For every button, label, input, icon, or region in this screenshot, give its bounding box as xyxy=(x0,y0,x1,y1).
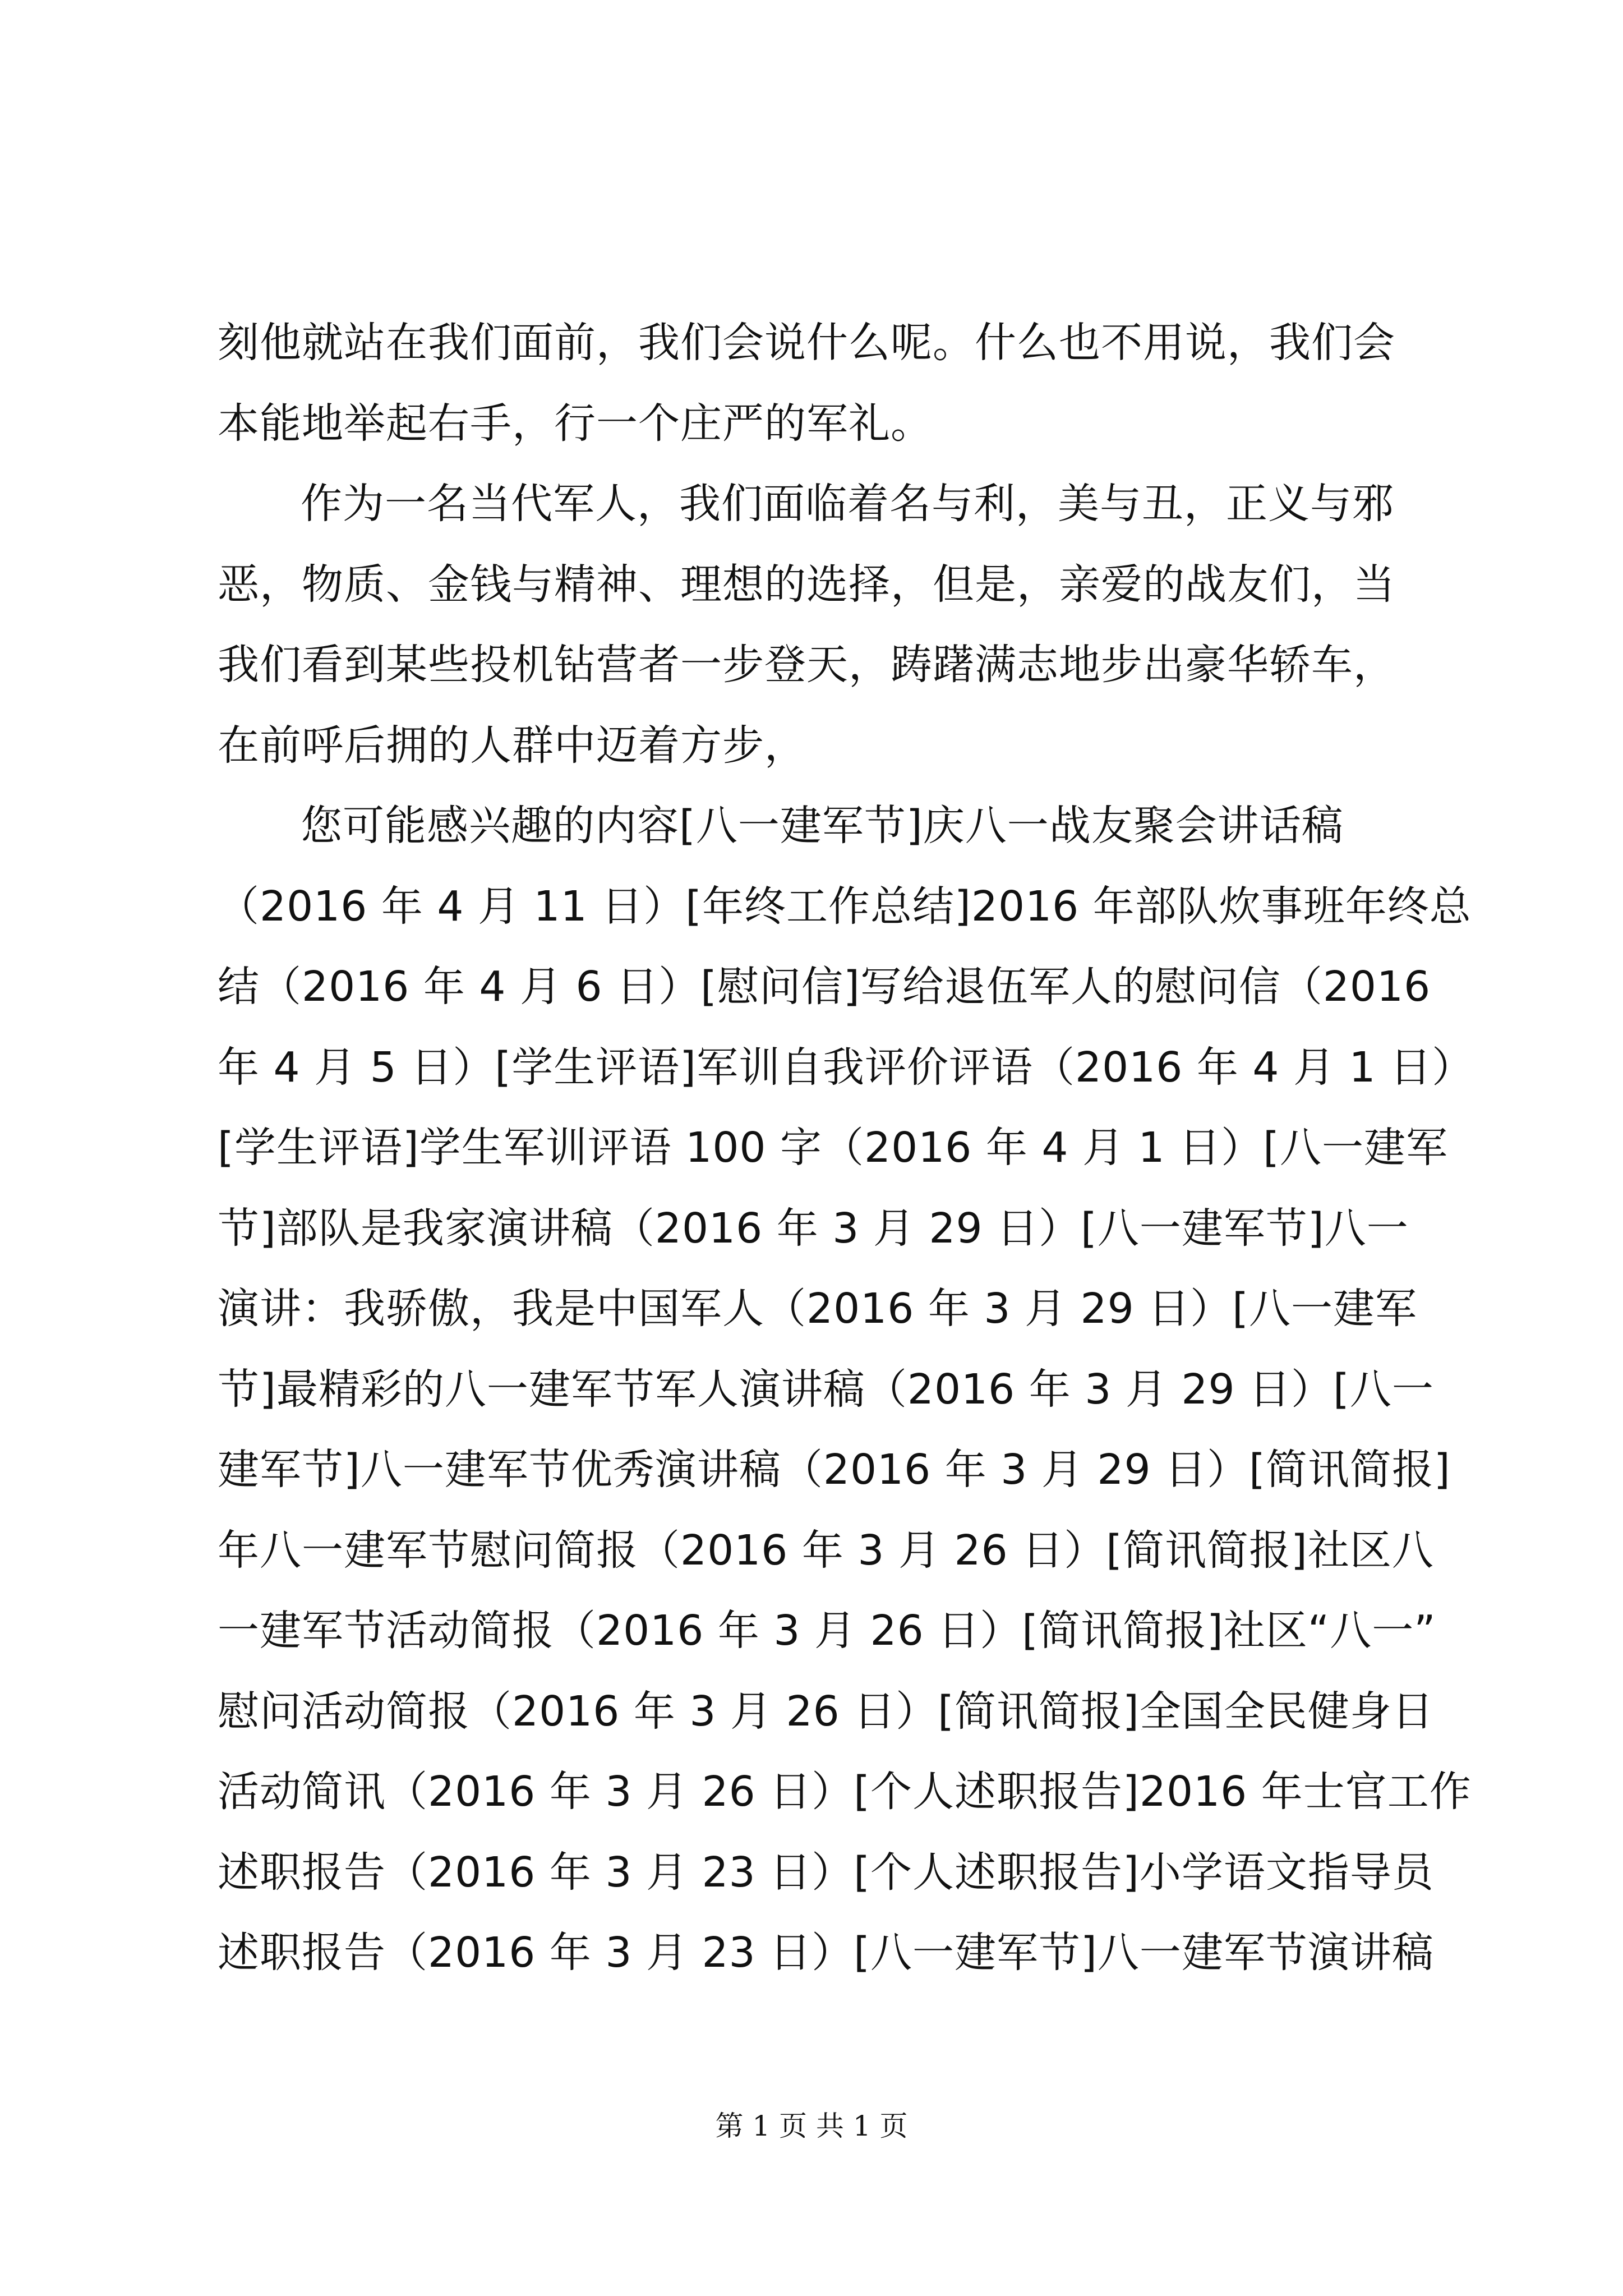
text-line: 结（2016 年 4 月 6 日）[慰问信]写给退伍军人的慰问信（2016 xyxy=(218,963,1431,1011)
text-line: 述职报告（2016 年 3 月 23 日）[个人述职报告]小学语文指导员 xyxy=(218,1848,1434,1897)
text-line: 节]最精彩的八一建军节军人演讲稿（2016 年 3 月 29 日）[八一 xyxy=(218,1365,1434,1414)
text-line: 刻他就站在我们面前，我们会说什么呢。什么也不用说，我们会 xyxy=(218,319,1395,367)
text-line: （2016 年 4 月 11 日）[年终工作总结]2016 年部队炊事班年终总 xyxy=(218,882,1472,931)
body-text xyxy=(218,303,1474,1994)
text-line: 一建军节活动简报（2016 年 3 月 26 日）[简讯简报]社区“八一” xyxy=(218,1607,1436,1655)
text-line: 恶，物质、金钱与精神、理想的选择，但是，亲爱的战友们，当 xyxy=(218,560,1395,609)
text-line: 年八一建军节慰问简报（2016 年 3 月 26 日）[简讯简报]社区八 xyxy=(218,1526,1434,1575)
text-line: 述职报告（2016 年 3 月 23 日）[八一建军节]八一建军节演讲稿 xyxy=(218,1929,1434,1977)
page-footer: 第 1 页 共 1 页 xyxy=(715,2110,908,2142)
text-line: 在前呼后拥的人群中迈着方步， xyxy=(218,721,806,770)
text-line: 本能地举起右手，行一个庄严的军礼。 xyxy=(218,399,933,448)
text-line-paragraph-start: 您可能感兴趣的内容[八一建军节]庆八一战友聚会讲话稿 xyxy=(301,802,1344,850)
text-line: 演讲：我骄傲，我是中国军人（2016 年 3 月 29 日）[八一建军 xyxy=(218,1285,1418,1333)
text-line: 节]部队是我家演讲稿（2016 年 3 月 29 日）[八一建军节]八一 xyxy=(218,1204,1409,1253)
text-line: [学生评语]学生军训评语 100 字（2016 年 4 月 1 日）[八一建军 xyxy=(218,1124,1448,1172)
text-line: 慰问活动简报（2016 年 3 月 26 日）[简讯简报]全国全民健身日 xyxy=(218,1687,1434,1736)
text-line-paragraph-start: 作为一名当代军人，我们面临着名与利，美与丑，正义与邪 xyxy=(301,480,1394,528)
text-line: 活动简讯（2016 年 3 月 26 日）[个人述职报告]2016 年士官工作 xyxy=(218,1768,1472,1816)
text-line: 建军节]八一建军节优秀演讲稿（2016 年 3 月 29 日）[简讯简报] xyxy=(218,1446,1451,1494)
text-line: 我们看到某些投机钻营者一步登天，踌躇满志地步出豪华轿车， xyxy=(218,641,1395,689)
text-line: 年 4 月 5 日）[学生评语]军训自我评价评语（2016 年 4 月 1 日） xyxy=(218,1043,1474,1092)
